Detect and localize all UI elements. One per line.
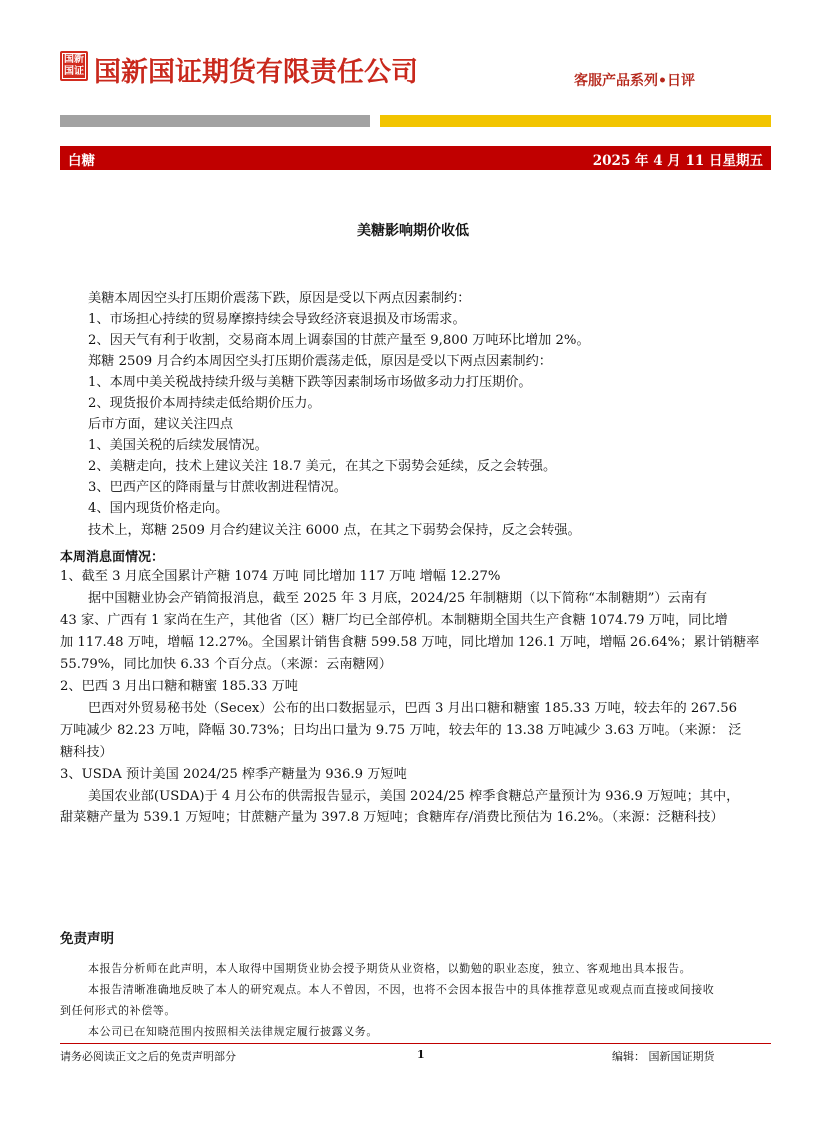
header-stripe-gray [60,115,370,127]
news-body-line: 糖科技） [60,745,113,760]
analysis-line: 郑糖 2509 月合约本周因空头打压期价震荡走低，原因是受以下两点因素制约： [88,354,552,369]
disclaimer-heading: 免责声明 [60,931,114,947]
analysis-line: 美糖本周因空头打压期价震荡下跌，原因是受以下两点因素制约： [88,291,471,306]
report-date: 2025 年 4 月 11 日星期五 [592,153,763,169]
news-body-line: 据中国糖业协会产销简报消息，截至 2025 年 3 月底，2024/25 年制糖期（以下简称“本制糖期”）云南有 [88,591,708,606]
news-body-line: 甜菜糖产量为 539.1 万短吨；甘蔗糖产量为 397.8 万短吨；食糖库存/消费比预估为 16.2%。（来源：泛糖科技） [60,810,724,825]
footer-editor: 编辑： 国新国证期货 [612,1050,715,1063]
analysis-line: 1、本周中美关税战持续升级与美糖下跌等因素制场市场做多动力打压期价。 [88,375,532,390]
analysis-line: 2、美糖走向，技术上建议关注 18.7 美元，在其之下弱势会延续，反之会转强。 [88,459,557,474]
analysis-line: 2、现货报价本周持续走低给期价压力。 [88,396,321,411]
disclaimer-line: 本公司已在知晓范围内按照相关法律规定履行披露义务。 [88,1025,378,1038]
disclaimer-line: 本报告清晰准确地反映了本人的研究观点。本人不曾因，不因，也将不会因本报告中的具体推荐意见或观点而直接或间接收 [88,983,715,996]
news-body-line: 美国农业部(USDA)于 4 月公布的供需报告显示，美国 2024/25 榨季食糖总产量预计为 936.9 万短吨；其中， [88,789,740,804]
analysis-line: 4、国内现货价格走向。 [88,501,229,516]
header-stripe-yellow [380,115,771,127]
analysis-line: 后市方面，建议关注四点 [88,417,234,432]
footer-divider [60,1043,771,1044]
news-headline: 1、截至 3 月底全国累计产糖 1074 万吨 同比增加 117 万吨 增幅 12.27% [60,569,501,584]
disclaimer-line: 本报告分析师在此声明，本人取得中国期货业协会授予期货从业资格，以勤勉的职业态度，独立、客观地出具本报告。 [88,962,692,975]
disclaimer-line: 到任何形式的补偿等。 [60,1004,176,1017]
article-title: 美糖影响期价收低 [357,223,469,239]
news-body-line: 万吨减少 82.23 万吨，降幅 30.73%；日均出口量为 9.75 万吨，较去年的 13.38 万吨减少 3.63 万吨。（来源： 泛 [60,723,742,738]
news-body-line: 巴西对外贸易秘书处（Secex）公布的出口数据显示，巴西 3 月出口糖和糖蜜 185.33 万吨，较去年的 267.56 [88,701,738,716]
analysis-line: 2、因天气有利于收割，交易商本周上调泰国的甘蔗产量至 9,800 万吨环比增加 2%。 [88,333,590,348]
page-number: 1 [417,1048,425,1061]
category-banner [60,146,771,170]
company-logo [60,51,88,81]
analysis-line: 技术上，郑糖 2509 月合约建议关注 6000 点，在其之下弱势会保持，反之会转强。 [88,523,581,538]
footer-notice: 请务必阅读正文之后的免责声明部分 [60,1050,236,1063]
logo-text: 国新国证 [64,54,84,77]
analysis-line: 1、市场担心持续的贸易摩擦持续会导致经济衰退损及市场需求。 [88,312,466,327]
news-body-line: 加 117.48 万吨，增幅 12.27%。全国累计销售食糖 599.58 万吨，同比增加 126.1 万吨，增幅 26.64%；累计销糖率 [60,635,760,650]
news-headline: 3、USDA 预计美国 2024/25 榨季产糖量为 936.9 万短吨 [60,767,407,782]
analysis-line: 3、巴西产区的降雨量与甘蔗收割进程情况。 [88,480,347,495]
category-label: 白糖 [68,153,95,169]
analysis-line: 1、美国关税的后续发展情况。 [88,438,268,453]
company-name: 国新国证期货有限责任公司 [94,57,418,88]
news-headline: 2、巴西 3 月出口糖和糖蜜 185.33 万吨 [60,679,298,694]
news-body-line: 43 家、广西有 1 家尚在生产，其他省（区）糖厂均已全部停机。本制糖期全国共生产食糖 1074.79 万吨，同比增 [60,613,728,628]
news-body-line: 55.79%，同比加快 6.33 个百分点。（来源：云南糖网） [60,657,392,672]
series-label: 客服产品系列•日评 [574,73,695,89]
news-heading: 本周消息面情况： [60,550,165,565]
